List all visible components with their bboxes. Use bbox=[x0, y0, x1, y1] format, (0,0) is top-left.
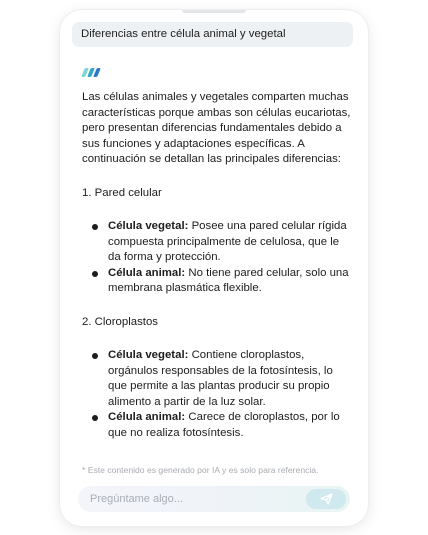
item-term: Célula vegetal: bbox=[108, 349, 189, 361]
item-term: Célula animal: bbox=[108, 266, 186, 279]
item-text: Contiene cloroplastos, orgánulos responsables de la fotosíntesis, lo que permite a las plantas producir su propio alimento a partir de la luz solar. bbox=[108, 349, 333, 408]
send-icon bbox=[320, 493, 333, 505]
ai-answer bbox=[82, 90, 354, 460]
list-item bbox=[108, 266, 354, 297]
chat-input[interactable] bbox=[78, 486, 308, 512]
section-list bbox=[82, 348, 354, 441]
list-item bbox=[108, 219, 354, 266]
chat-input-bar bbox=[78, 486, 350, 512]
chat-screen bbox=[60, 10, 368, 526]
list-item bbox=[108, 348, 354, 410]
item-term: Célula animal: bbox=[108, 411, 186, 423]
send-button[interactable] bbox=[306, 489, 346, 509]
ai-disclaimer: * Este contenido es generado por IA y es solo para referencia. bbox=[82, 465, 319, 475]
section-title: 2. Cloroplastos bbox=[82, 315, 158, 328]
item-text: Posee una pared celular rígida compuesta principalmente de celulosa, que le da forma y protección. bbox=[108, 220, 347, 263]
item-text: Carece de cloroplastos, por lo que no realiza fotosíntesis. bbox=[108, 411, 340, 439]
answer-intro: Las células animales y vegetales comparten muchas características porque ambas son células eucariotas, pero presentan diferencias fundamentales debido a sus funciones y adaptaciones específicas. A continuación se detallan las principales diferencias: bbox=[82, 91, 351, 165]
top-handle bbox=[182, 10, 246, 13]
list-item bbox=[108, 410, 354, 441]
section-title bbox=[82, 459, 354, 460]
section-list bbox=[82, 219, 354, 297]
user-query-bubble: Diferencias entre célula animal y vegetal bbox=[72, 22, 353, 47]
section-title: 1. Pared celular bbox=[82, 186, 162, 199]
item-term: Célula vegetal: bbox=[108, 220, 189, 232]
ai-assistant-logo-icon bbox=[82, 68, 100, 78]
item-text: No tiene pared celular, solo una membrana plasmática flexible. bbox=[108, 266, 349, 294]
